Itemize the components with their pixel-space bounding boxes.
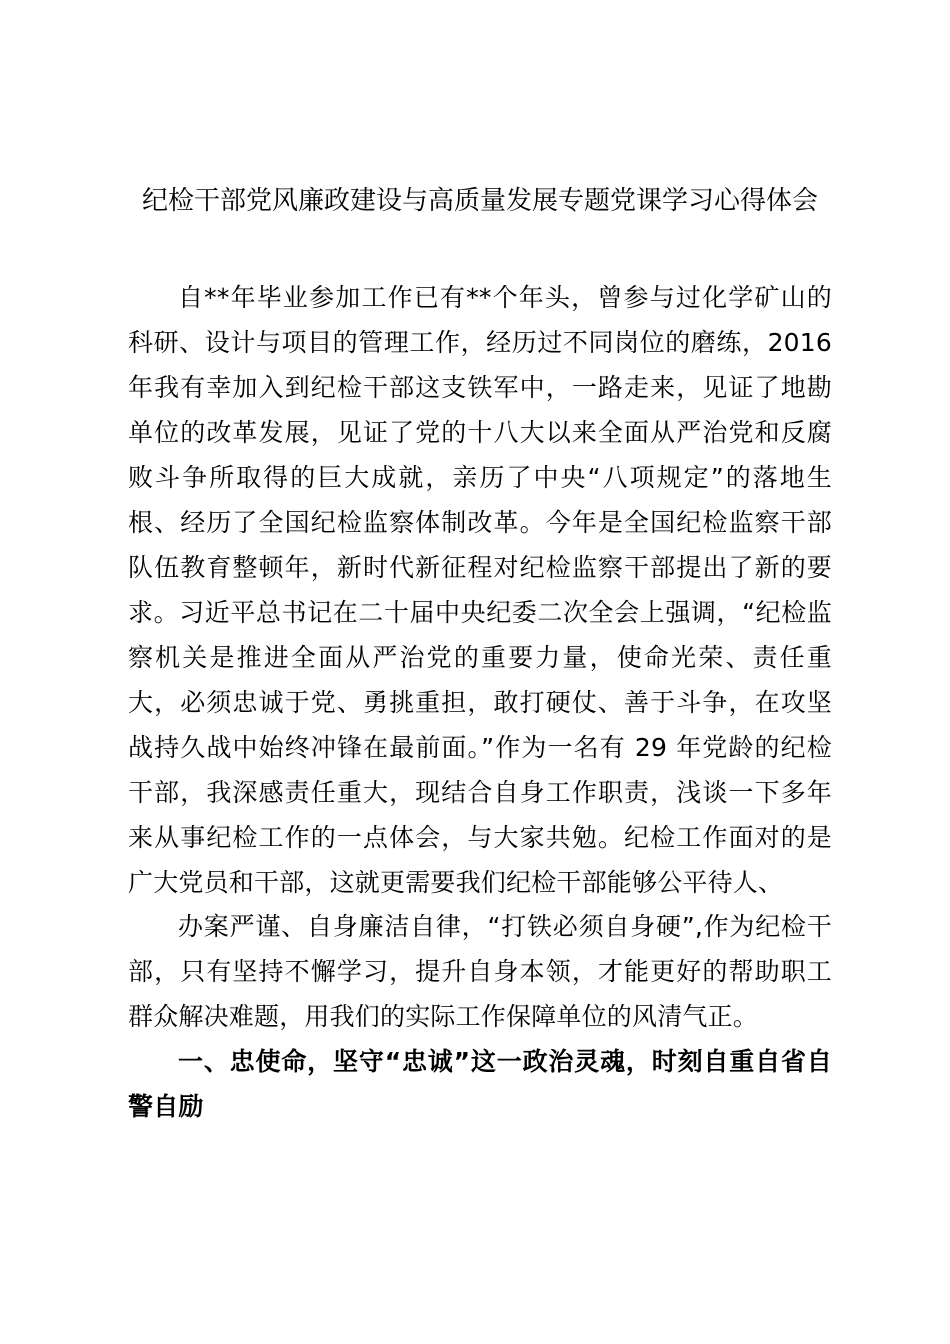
section-heading-1: 一、忠使命，坚守“忠诚”这一政治灵魂，时刻自重自省自警自励 — [128, 1047, 832, 1121]
paragraph-intro: 自**年毕业参加工作已有**个年头，曾参与过化学矿山的科研、设计与项目的管理工作，经历过不同岗位的磨练，2016年我有幸加入到纪检干部这支铁军中，一路走来，见证了地勘单位的改革发展，见证了党的十八大以来全面从严治党和反腐败斗争所取得的巨大成就，亲历了中央“八项规定”的落地生根、经历了全国纪检监察体制改革。今年是全国纪检监察干部队伍教育整顿年，新时代新征程对纪检监察干部提出了新的要求。习近平总书记在二十届中央纪委二次全会上强调，“纪检监察机关是推进全面从严治党的重要力量，使命光荣、责任重大，必须忠诚于党、勇挑重担，敢打硬仗、善于斗争，在攻坚战持久战中始终冲锋在最前面。”作为一名有 29 年党龄的纪检干部，我深感责任重大，现结合自身工作职责，浅谈一下多年来从事纪检工作的一点体会，与大家共勉。纪检工作面对的是广大党员和干部，这就更需要我们纪检干部能够公平待人、 — [128, 283, 832, 897]
paragraph-continuation: 办案严谨、自身廉洁自律，“打铁必须自身硬”,作为纪检干部，只有坚持不懈学习，提升自身本领，才能更好的帮助职工群众解决难题，用我们的实际工作保障单位的风清气正。 — [128, 912, 832, 1031]
document-title: 纪检干部党风廉政建设与高质量发展专题党课学习心得体会 — [141, 186, 818, 216]
